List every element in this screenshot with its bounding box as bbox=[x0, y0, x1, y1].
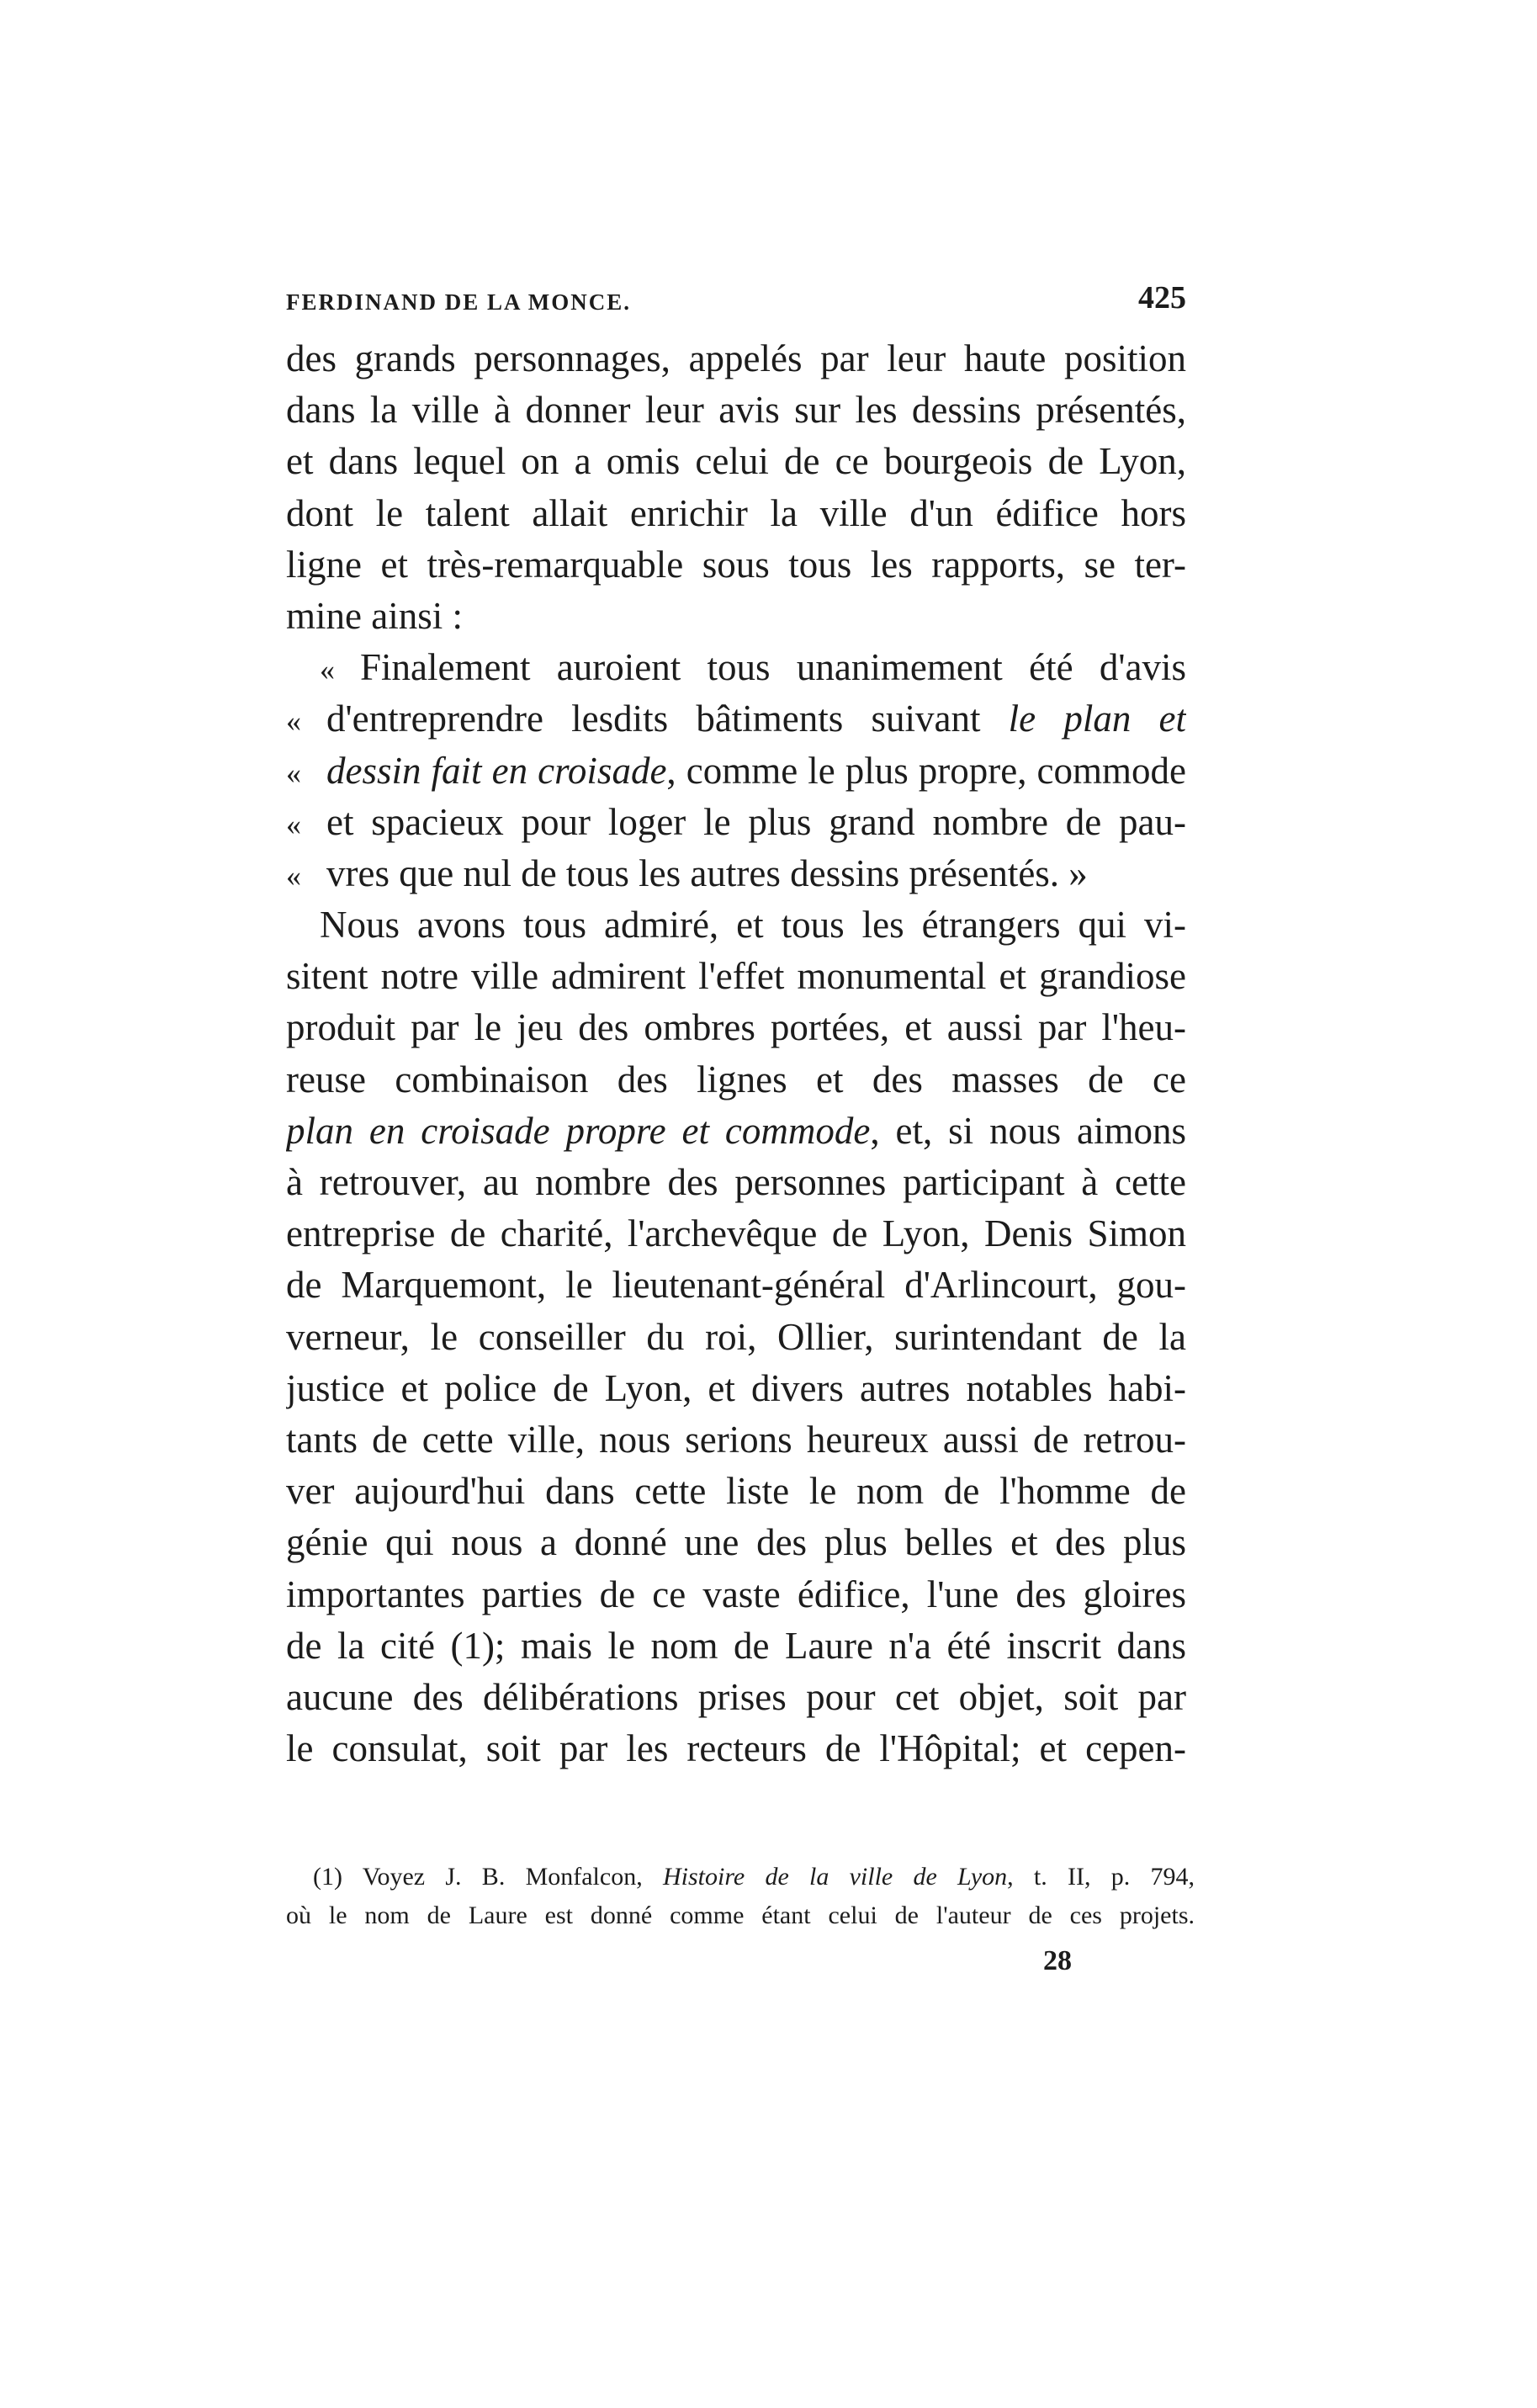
footnote-title: Histoire de la ville de Lyon bbox=[662, 1863, 1008, 1891]
quote-line bbox=[286, 642, 1186, 693]
text-line: mine ainsi : bbox=[286, 594, 463, 637]
quote-line bbox=[286, 693, 1186, 745]
main-text bbox=[286, 333, 1186, 1774]
italic-phrase: plan en croisade propre et commode bbox=[286, 1109, 871, 1152]
quote-line bbox=[286, 797, 1186, 848]
quote-line bbox=[286, 848, 1186, 899]
text-span: , et, si nous aimons bbox=[870, 1109, 1186, 1152]
text-line: produit par le jeu des ombres portées, et aussi par l'heu- bbox=[286, 1006, 1186, 1049]
footnote-line: où le nom de Laure est donné comme étant celui de l'auteur de ces projets. bbox=[286, 1901, 1195, 1929]
footnote-text: Voyez J. B. Monfalcon, bbox=[342, 1863, 663, 1891]
text-line bbox=[286, 1106, 1186, 1157]
text-line: le consulat, soit par les recteurs de l'Hôpital; et cepen- bbox=[286, 1727, 1186, 1770]
page-number: 425 bbox=[1138, 280, 1186, 316]
quote-text: et spacieux pour loger le plus grand nombre de pau- bbox=[326, 800, 1186, 843]
text-line: et dans lequel on a omis celui de ce bourgeois de Lyon, bbox=[286, 440, 1186, 483]
text-line: verneur, le conseiller du roi, Ollier, surintendant de la bbox=[286, 1315, 1186, 1358]
text-line: génie qui nous a donné une des plus belles et des plus bbox=[286, 1521, 1186, 1564]
quote-italic: dessin fait en croisade bbox=[326, 749, 667, 792]
text-line: tants de cette ville, nous serions heureux aussi de retrou- bbox=[286, 1418, 1186, 1461]
text-line: justice et police de Lyon, et divers autres notables habi- bbox=[286, 1366, 1186, 1409]
text-line: dans la ville à donner leur avis sur les dessins présentés, bbox=[286, 389, 1186, 432]
text-line: aucune des délibérations prises pour cet objet, soit par bbox=[286, 1675, 1186, 1718]
text-line: de la cité (1); mais le nom de Laure n'a été inscrit dans bbox=[286, 1624, 1186, 1667]
guillemet: « bbox=[286, 704, 301, 739]
quote-line bbox=[286, 745, 1186, 797]
text-line: importantes parties de ce vaste édifice, l'une des gloires bbox=[286, 1573, 1186, 1615]
text-line: ligne et très-remarquable sous tous les rapports, se ter- bbox=[286, 543, 1186, 586]
text-line: des grands personnages, appelés par leur haute position bbox=[286, 337, 1186, 379]
text-line: dont le talent allait enrichir la ville d'un édifice hors bbox=[286, 491, 1186, 534]
guillemet: « bbox=[286, 807, 301, 841]
text-line: sitent notre ville admirent l'effet monumental et grandiose bbox=[286, 955, 1186, 998]
text-line: de Marquemont, le lieutenant-général d'Arlincourt, gou- bbox=[286, 1264, 1186, 1307]
guillemet: « bbox=[286, 756, 301, 790]
running-title: FERDINAND DE LA MONCE. bbox=[286, 289, 632, 315]
footnote-text: , t. II, p. 794, bbox=[1007, 1863, 1195, 1891]
text-line: reuse combinaison des lignes et des masses de ce bbox=[286, 1058, 1186, 1101]
text-line: Nous avons tous admiré, et tous les étrangers qui vi- bbox=[320, 904, 1186, 947]
guillemet: « bbox=[320, 653, 335, 687]
quote-text: Finalement auroient tous unanimement été d'avis bbox=[360, 646, 1186, 689]
text-line: à retrouver, au nombre des personnes participant à cette bbox=[286, 1161, 1186, 1203]
page-header bbox=[286, 279, 1186, 330]
quote-italic: le plan et bbox=[1008, 697, 1186, 740]
signature-mark: 28 bbox=[1043, 1945, 1072, 1976]
text-line: entreprise de charité, l'archevêque de Lyon, Denis Simon bbox=[286, 1212, 1186, 1255]
footnote-marker: (1) bbox=[313, 1863, 342, 1891]
text-line: ver aujourd'hui dans cette liste le nom de l'homme de bbox=[286, 1470, 1186, 1513]
quote-text: d'entreprendre lesdits bâtiments suivant bbox=[326, 697, 1009, 740]
guillemet: « bbox=[286, 858, 301, 893]
footnote-line bbox=[286, 1858, 1195, 1896]
quote-text: , comme le plus propre, commode bbox=[666, 749, 1186, 792]
quote-text: vres que nul de tous les autres dessins présentés. » bbox=[326, 851, 1088, 894]
footnote bbox=[286, 1858, 1195, 1935]
